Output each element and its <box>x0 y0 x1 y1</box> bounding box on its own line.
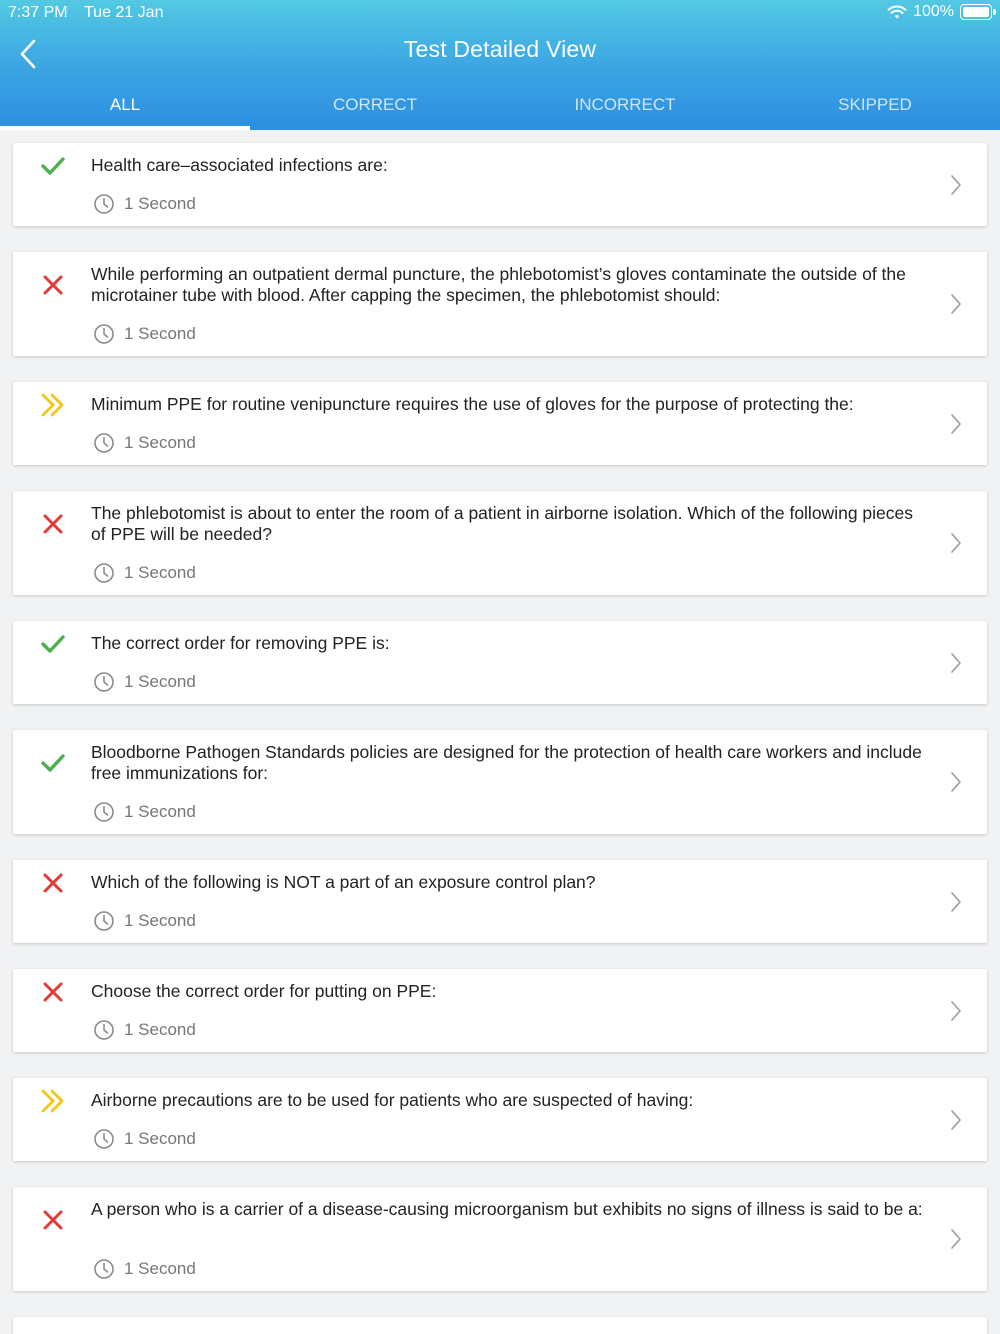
clock-icon <box>93 910 115 932</box>
time-spent <box>93 801 196 823</box>
question-card[interactable] <box>13 1317 987 1334</box>
question-text: While performing an outpatient dermal puncture, the phlebotomist’s gloves contaminate the outside of the microtainer tube with blood. After capping the specimen, the phlebotomist should: <box>91 264 906 305</box>
check-icon <box>39 630 67 658</box>
question-text: Choose the correct order for putting on PPE: <box>91 981 437 1001</box>
time-spent <box>93 1128 196 1150</box>
question-text: Bloodborne Pathogen Standards policies are designed for the protection of health care workers and include free immunizations for: <box>91 742 922 783</box>
status-date: Tue 21 Jan <box>84 4 164 21</box>
question-card[interactable] <box>13 1187 987 1291</box>
chevron-right-icon <box>949 1109 963 1131</box>
tab-all[interactable]: ALL <box>0 84 250 130</box>
question-text: The phlebotomist is about to enter the room of a patient in airborne isolation. Which of the following pieces of PPE will be needed? <box>91 503 913 544</box>
cross-icon <box>39 1206 67 1234</box>
question-text: Which of the following is NOT a part of an exposure control plan? <box>91 872 596 892</box>
wifi-icon <box>887 4 907 20</box>
check-icon <box>39 749 67 777</box>
time-spent <box>93 1258 196 1280</box>
question-text: A person who is a carrier of a disease-causing microorganism but exhibits no signs of illness is said to be a: <box>91 1199 923 1219</box>
question-card[interactable] <box>13 621 987 704</box>
chevron-right-icon <box>949 1228 963 1250</box>
chevron-right-icon <box>949 174 963 196</box>
time-spent <box>93 562 196 584</box>
double-chevron-right-icon <box>39 391 67 419</box>
status-time: 7:37 PM <box>8 4 68 21</box>
time-text: 1 Second <box>124 433 196 452</box>
clock-icon <box>93 432 115 454</box>
chevron-right-icon <box>949 1000 963 1022</box>
time-text: 1 Second <box>124 1020 196 1039</box>
time-spent <box>93 193 196 215</box>
chevron-right-icon <box>949 532 963 554</box>
question-text: Airborne precautions are to be used for patients who are suspected of having: <box>91 1090 694 1110</box>
clock-icon <box>93 801 115 823</box>
question-card[interactable] <box>13 252 987 356</box>
clock-icon <box>93 323 115 345</box>
question-card[interactable] <box>13 860 987 943</box>
question-text: The correct order for removing PPE is: <box>91 633 390 653</box>
question-card[interactable] <box>13 1078 987 1161</box>
time-spent <box>93 323 196 345</box>
filter-tabs <box>0 84 1000 130</box>
tab-skipped[interactable]: SKIPPED <box>838 95 912 114</box>
status-bar <box>0 0 1000 26</box>
clock-icon <box>93 671 115 693</box>
chevron-right-icon <box>949 771 963 793</box>
time-spent <box>93 910 196 932</box>
question-card[interactable] <box>13 730 987 834</box>
time-text: 1 Second <box>124 1129 196 1148</box>
clock-icon <box>93 562 115 584</box>
cross-icon <box>39 869 67 897</box>
app-header <box>0 0 1000 130</box>
clock-icon <box>93 193 115 215</box>
time-text: 1 Second <box>124 672 196 691</box>
chevron-right-icon <box>949 891 963 913</box>
time-text: 1 Second <box>124 324 196 343</box>
check-icon <box>39 152 67 180</box>
chevron-right-icon <box>949 293 963 315</box>
tab-correct[interactable]: CORRECT <box>332 95 418 114</box>
clock-icon <box>93 1258 115 1280</box>
time-text: 1 Second <box>124 194 196 213</box>
battery-percent: 100% <box>913 3 954 20</box>
time-spent <box>93 432 196 454</box>
time-text: 1 Second <box>124 802 196 821</box>
question-card[interactable] <box>13 491 987 595</box>
question-card[interactable] <box>13 143 987 226</box>
battery-icon <box>960 4 992 20</box>
question-text: Health care–associated infections are: <box>91 155 388 175</box>
status-right <box>887 3 992 21</box>
cross-icon <box>39 978 67 1006</box>
clock-icon <box>93 1128 115 1150</box>
chevron-right-icon <box>949 413 963 435</box>
cross-icon <box>39 271 67 299</box>
time-text: 1 Second <box>124 1259 196 1278</box>
tab-incorrect[interactable]: INCORRECT <box>574 95 676 114</box>
question-card[interactable] <box>13 969 987 1052</box>
time-spent <box>93 671 196 693</box>
clock-icon <box>93 1019 115 1041</box>
page-title: Test Detailed View <box>403 36 597 62</box>
time-text: 1 Second <box>124 911 196 930</box>
time-spent <box>93 1019 196 1041</box>
question-card[interactable] <box>13 382 987 465</box>
cross-icon <box>39 510 67 538</box>
double-chevron-right-icon <box>39 1087 67 1115</box>
time-text: 1 Second <box>124 563 196 582</box>
chevron-right-icon <box>949 652 963 674</box>
question-text: Minimum PPE for routine venipuncture requires the use of gloves for the purpose of protecting the: <box>91 394 854 414</box>
